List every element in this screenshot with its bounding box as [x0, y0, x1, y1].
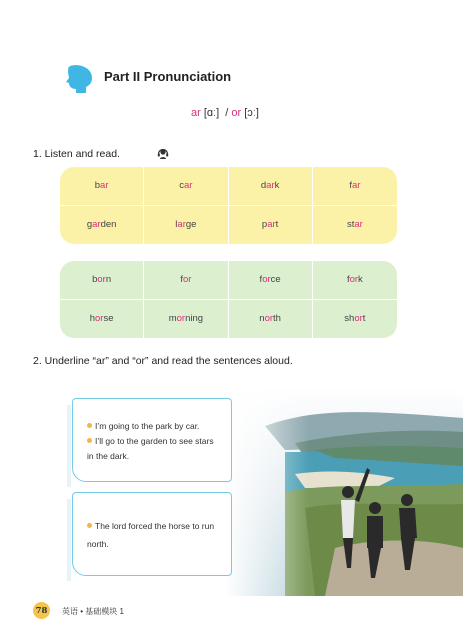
word-highlight: ar [92, 219, 101, 231]
word-highlight: or [264, 313, 274, 325]
word-cell [144, 206, 228, 245]
word-part: t [275, 219, 279, 231]
word-part: k [358, 274, 363, 286]
word-cell [313, 206, 397, 245]
ar-word-panel [60, 167, 397, 244]
word-cell [60, 261, 144, 300]
word-highlight: or [176, 313, 186, 325]
word-highlight: or [182, 274, 192, 286]
word-part: l [175, 219, 178, 231]
phonetic-heading [191, 107, 259, 119]
sentence-text: in the dark. [87, 451, 130, 461]
word-highlight: ar [266, 180, 275, 192]
word-part: b [94, 180, 101, 192]
word-part: ce [270, 274, 281, 286]
word-part: k [274, 180, 280, 192]
word-part: ning [185, 313, 204, 325]
sentence-line [87, 434, 227, 449]
word-part: th [273, 313, 281, 325]
word-cell [313, 300, 397, 339]
sentence-text: I’ll go to the garden to see stars [95, 436, 214, 446]
word-part: f [259, 274, 263, 286]
word-highlight: or [349, 274, 359, 286]
word-cell [144, 300, 228, 339]
bullet-dot [87, 438, 92, 443]
word-highlight: ar [354, 219, 363, 231]
word-cell [229, 300, 313, 339]
phonetic-separator: / [225, 107, 229, 119]
word-cell [313, 167, 397, 206]
word-part: n [259, 313, 265, 325]
sentence-box-2 [72, 492, 232, 576]
word-part: f [180, 274, 183, 286]
word-cell [229, 167, 313, 206]
word-part: n [105, 274, 112, 286]
word-highlight: ar [351, 180, 361, 192]
word-part: ge [185, 219, 197, 231]
word-cell [313, 261, 397, 300]
word-part: b [92, 274, 98, 286]
word-part: se [103, 313, 114, 325]
word-highlight: ar [184, 180, 193, 192]
word-part: sh [344, 313, 355, 325]
ar-word-grid [60, 167, 397, 244]
sentence-text: The lord forced the horse to run [95, 521, 215, 531]
word-cell [60, 167, 144, 206]
bullet-dot [87, 523, 92, 528]
sentence-line [87, 519, 227, 534]
word-cell [60, 206, 144, 245]
word-part: g [86, 219, 93, 231]
word-part: h [89, 313, 96, 325]
word-cell [144, 167, 228, 206]
word-part: c [179, 180, 185, 192]
part-title: Part II Pronunciation [104, 69, 232, 84]
headphone-icon[interactable] [157, 148, 169, 160]
word-part: st [346, 219, 355, 231]
word-part: m [168, 313, 177, 325]
word-part: d [260, 180, 267, 192]
word-cell [60, 300, 144, 339]
word-part: p [261, 219, 268, 231]
sentence-box-1 [72, 398, 232, 482]
word-cell [229, 261, 313, 300]
word-highlight: or [95, 313, 104, 325]
word-cell [229, 206, 313, 245]
word-part: f [346, 274, 350, 286]
section-2-instruction: 2. Underline “ar” and “or” and read the sentences aloud. [33, 355, 293, 367]
sentence-line [87, 449, 227, 464]
word-part: den [100, 219, 117, 231]
word-part: t [362, 313, 366, 325]
phonetic-or: [ɔː] [244, 107, 259, 119]
sentence-text: north. [87, 539, 109, 549]
word-cell [144, 261, 228, 300]
head-profile-icon [62, 64, 96, 94]
phonetic-ar: [ɑː] [203, 107, 220, 119]
sentence-line [87, 537, 227, 552]
word-highlight: ar [100, 180, 109, 192]
word-highlight: or [97, 274, 106, 286]
sentence-line [87, 419, 227, 434]
bullet-dot [87, 423, 92, 428]
word-part: f [349, 180, 352, 192]
word-highlight: or [262, 274, 271, 286]
or-word-grid [60, 261, 397, 338]
sentence-text: I’m going to the park by car. [95, 421, 200, 431]
book-title: 英语 • 基础模块 1 [62, 607, 124, 616]
or-word-panel [60, 261, 397, 338]
word-highlight: ar [177, 219, 186, 231]
sound-or-label: or [231, 107, 242, 119]
word-highlight: ar [267, 219, 276, 231]
sound-ar-label: ar [191, 107, 201, 119]
page-number: 78 [33, 602, 50, 619]
word-highlight: or [354, 313, 363, 325]
section-1-instruction: 1. Listen and read. [33, 148, 120, 160]
hikers-coast-photo [225, 388, 463, 596]
